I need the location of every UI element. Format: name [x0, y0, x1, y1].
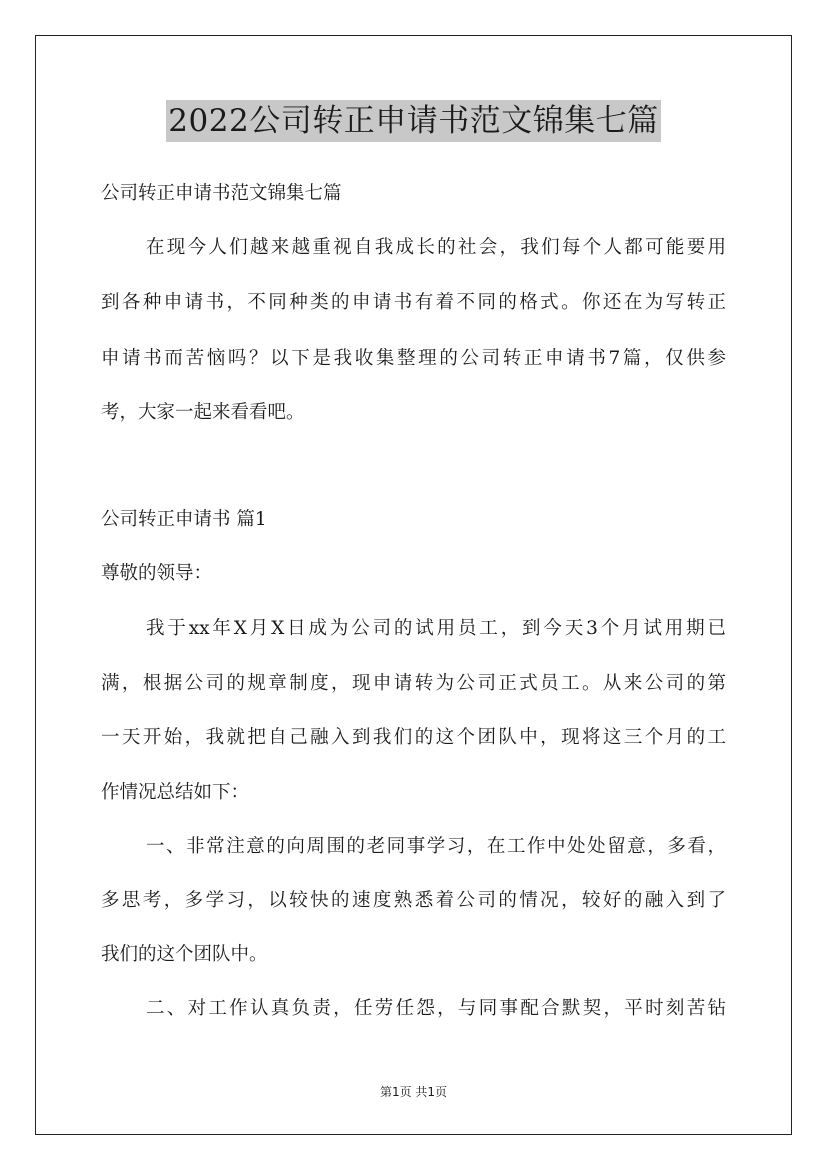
intro-line: 考，大家一起来看看吧。 — [101, 402, 305, 423]
body-line: 多思考，多学习，以较快的速度熟悉着公司的情况，较好的融入到了 — [101, 890, 726, 911]
body-line: 满，根据公司的规章制度，现申请转为公司正式员工。从来公司的第 — [101, 673, 726, 694]
body-line: 我们的这个团队中。 — [101, 944, 268, 965]
salutation: 尊敬的领导： — [101, 563, 213, 584]
intro-line: 到各种申请书，不同种类的申请书有着不同的格式。你还在为写转正 — [101, 292, 726, 313]
body-line: 我于xx年X月X日成为公司的试用员工，到今天3个月试用期已 — [146, 618, 726, 639]
body-line: 二、对工作认真负责，任劳任怨，与同事配合默契，平时刻苦钻 — [146, 998, 726, 1019]
document-title-wrap — [0, 100, 827, 142]
body-line: 作情况总结如下： — [101, 782, 250, 803]
section-heading: 公司转正申请书 篇1 — [101, 509, 267, 530]
page-footer: 第1页 共1页 — [379, 1085, 448, 1099]
body-line: 一、非常注意的向周围的老同事学习，在工作中处处留意，多看， — [146, 836, 726, 857]
intro-line: 在现今人们越来越重视自我成长的社会，我们每个人都可能要用 — [146, 237, 726, 258]
body-line: 一天开始，我就把自己融入到我们的这个团队中，现将这三个月的工 — [101, 727, 726, 748]
document-title: 2022公司转正申请书范文锦集七篇 — [166, 100, 660, 142]
document-subtitle: 公司转正申请书范文锦集七篇 — [101, 183, 342, 204]
intro-line: 申请书而苦恼吗？以下是我收集整理的公司转正申请书7篇，仅供参 — [101, 348, 726, 369]
